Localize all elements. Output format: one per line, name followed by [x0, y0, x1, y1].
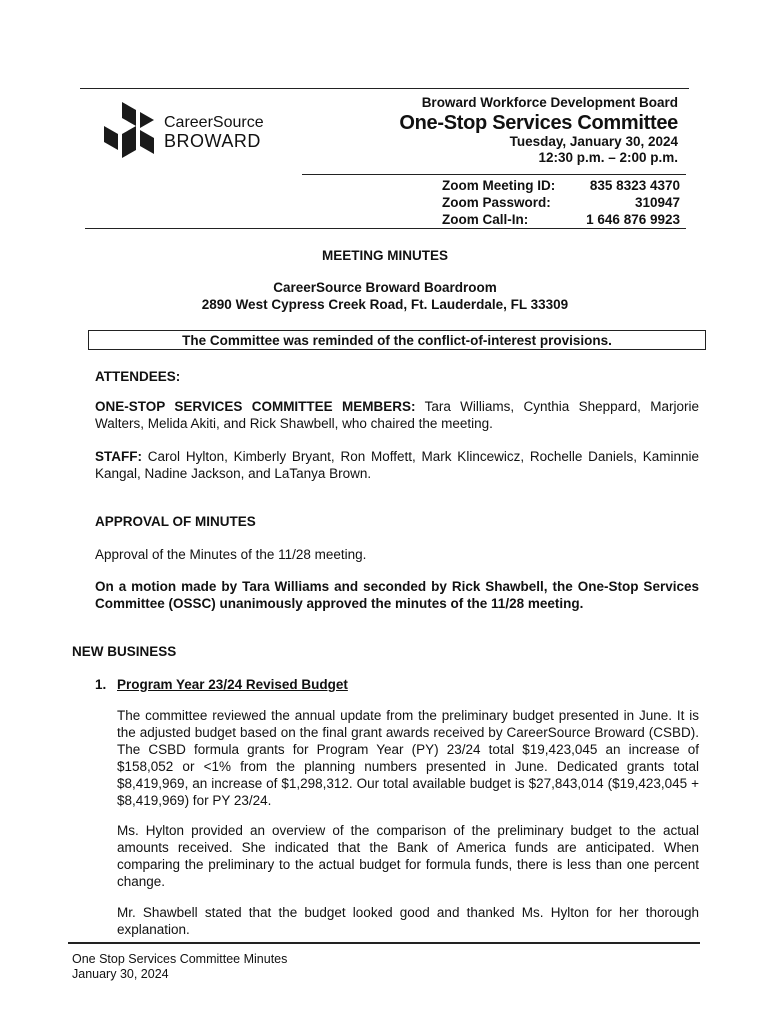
- committee-title: One-Stop Services Committee: [399, 112, 678, 134]
- approval-motion: On a motion made by Tara Williams and seconded by Rick Shawbell, the One-Stop Services Committee (OSSC) unanimously approved the minutes of the 11/28 meeting.: [95, 579, 699, 611]
- org-name: Broward Workforce Development Board: [421, 95, 678, 110]
- meeting-date: Tuesday, January 30, 2024: [509, 134, 678, 149]
- footer-title: One Stop Services Committee Minutes: [72, 952, 288, 966]
- staff-text: Carol Hylton, Kimberly Bryant, Ron Moffett, Mark Klincewicz, Rochelle Daniels, Kaminnie Kangal, Nadine Jackson, and LaTanya Brown.: [95, 449, 699, 481]
- zoom-value: 1 646 876 9923: [586, 212, 680, 227]
- zoom-label: Zoom Password:: [442, 195, 551, 210]
- new-business-heading: NEW BUSINESS: [72, 644, 177, 659]
- budget-paragraph-2: Ms. Hylton provided an overview of the comparison of the preliminary budget to the actual amounts received. She indicated that the Bank of America funds are anticipated. When comparing the preliminary to the actual budget for formula funds, there is less than one percent change.: [117, 823, 699, 889]
- budget-paragraph-1: The committee reviewed the annual update from the preliminary budget presented in June. It is the adjusted budget based on the final grant awards received by CareerSource Broward (CSBD). The CSBD formula grants for Program Year (PY) 23/24 total $19,423,045 an increase of $158,052 or <1% from the planning numbers presented in June. Dedicated grants total $8,419,969, an increase of $1,298,312. Our total available budget is $27,843,014 ($19,423,045 + $8,419,969) for PY 23/24.: [117, 708, 699, 808]
- meeting-address: 2890 West Cypress Creek Road, Ft. Lauderdale, FL 33309: [201, 297, 569, 312]
- meeting-location: CareerSource Broward Boardroom: [273, 280, 497, 295]
- footer-date: January 30, 2024: [72, 967, 169, 981]
- header-rule: [302, 174, 686, 175]
- meeting-time: 12:30 p.m. – 2:00 p.m.: [538, 150, 678, 165]
- zoom-label: Zoom Meeting ID:: [442, 178, 556, 193]
- staff-paragraph: [95, 448, 699, 482]
- top-rule: [80, 88, 689, 89]
- logo-line2: BROWARD: [164, 131, 261, 151]
- zoom-meeting-id-row: [442, 178, 680, 195]
- conflict-of-interest-reminder: The Committee was reminded of the conflict-of-interest provisions.: [88, 330, 706, 350]
- attendees-heading: ATTENDEES:: [95, 369, 181, 384]
- budget-paragraph-3: Mr. Shawbell stated that the budget looked good and thanked Ms. Hylton for her thorough explanation.: [117, 905, 699, 937]
- zoom-callin-row: [442, 212, 680, 229]
- footer-rule: [68, 942, 700, 944]
- zoom-value: 310947: [634, 195, 680, 210]
- careersource-logo: [100, 100, 270, 164]
- approval-text: Approval of the Minutes of the 11/28 meeting.: [95, 547, 367, 562]
- meeting-minutes-title: MEETING MINUTES: [321, 248, 448, 263]
- item-title: Program Year 23/24 Revised Budget: [117, 677, 348, 692]
- logo-line1: CareerSource: [164, 114, 264, 131]
- staff-label: STAFF:: [95, 449, 142, 464]
- approval-heading: APPROVAL OF MINUTES: [95, 514, 256, 529]
- item-number: 1.: [95, 677, 107, 692]
- zoom-password-row: [442, 195, 680, 212]
- zoom-label: Zoom Call-In:: [442, 212, 529, 227]
- members-text: Tara Williams, Cynthia Sheppard, Marjorie Walters, Melida Akiti, and Rick Shawbell, who chaired the meeting.: [95, 399, 699, 431]
- members-label: ONE-STOP SERVICES COMMITTEE MEMBERS:: [95, 399, 416, 414]
- zoom-rule: [85, 228, 686, 229]
- careersource-logo-icon: [100, 100, 162, 164]
- zoom-value: 835 8323 4370: [589, 178, 680, 193]
- committee-members-paragraph: [95, 398, 699, 432]
